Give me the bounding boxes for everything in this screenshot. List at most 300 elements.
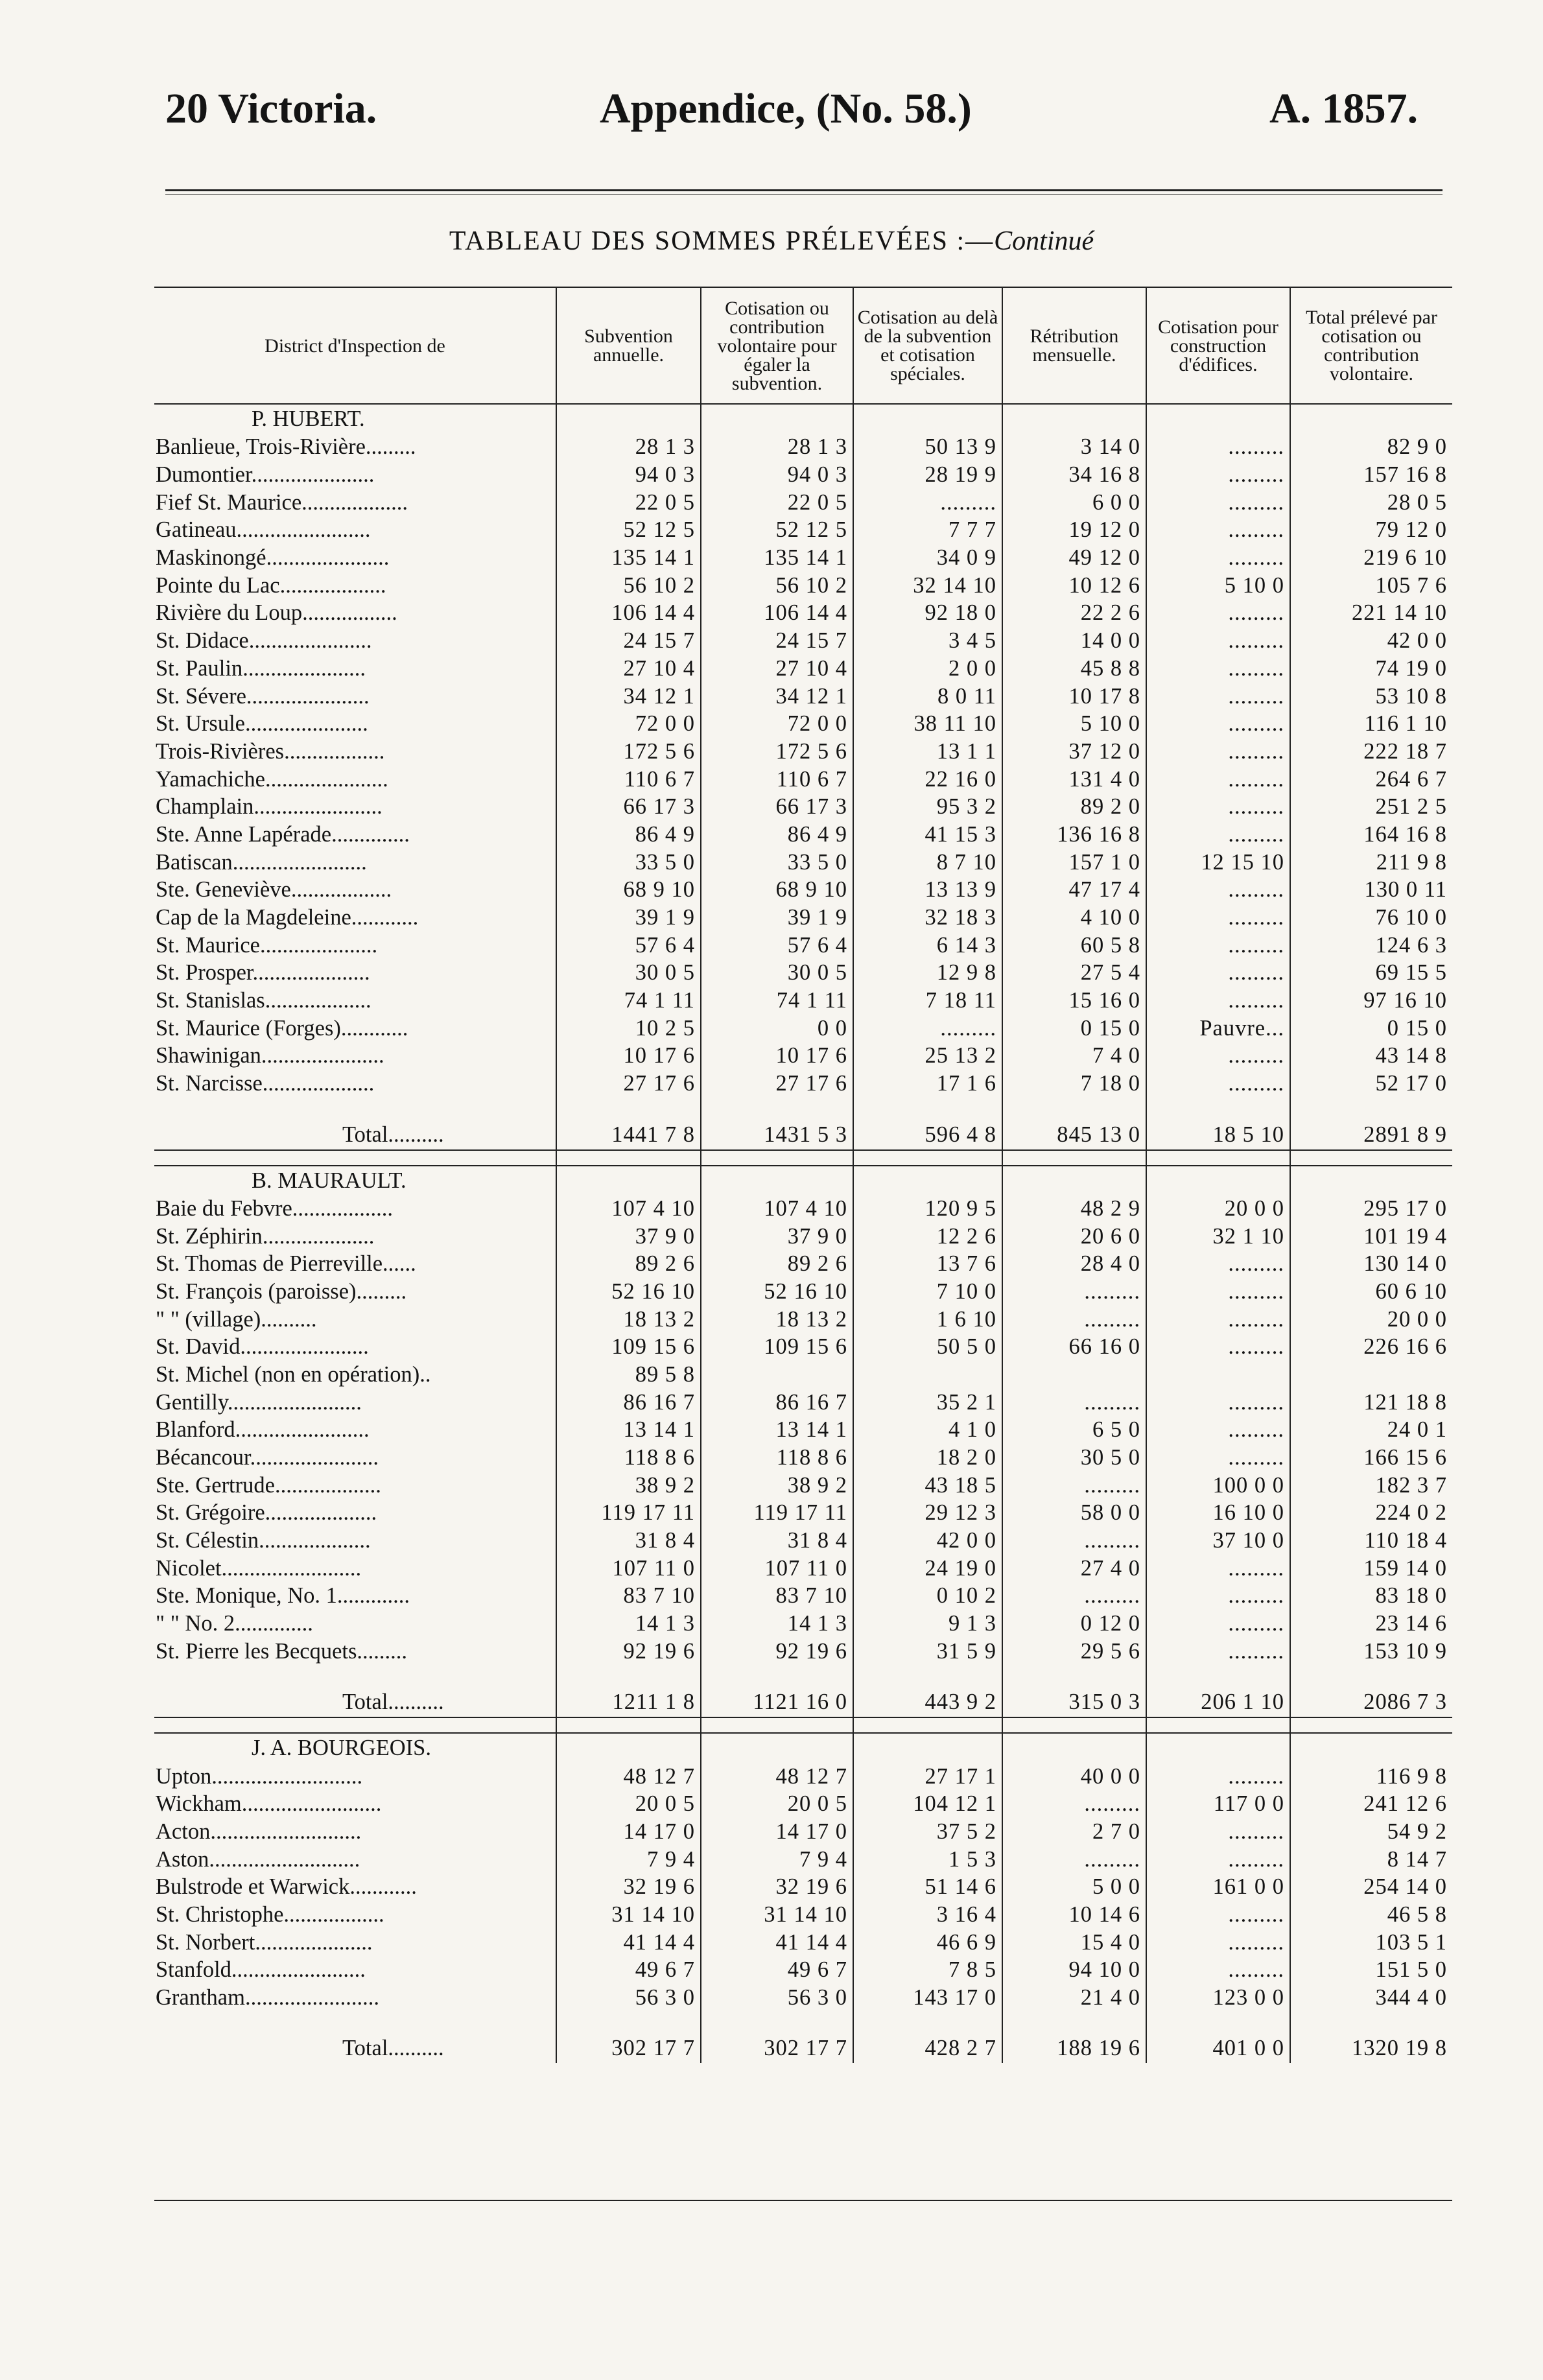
cell-c6: 79 12 0 <box>1290 516 1452 544</box>
cell-c5: ......... <box>1146 987 1290 1015</box>
cell-c1: 27 17 6 <box>556 1070 701 1098</box>
table-row <box>154 461 1452 489</box>
cell-c2: 86 16 7 <box>701 1388 853 1416</box>
cell-c2: 109 15 6 <box>701 1333 853 1361</box>
cell-c4: 15 4 0 <box>1002 1928 1146 1956</box>
empty-cell <box>556 1665 701 1687</box>
cell-c3: 6 14 3 <box>853 931 1002 959</box>
cell-c5: 5 10 0 <box>1146 571 1290 599</box>
table-row <box>154 1582 1452 1610</box>
cell-c1: 30 0 5 <box>556 959 701 987</box>
cell-c4: 94 10 0 <box>1002 1956 1146 1984</box>
cell-c1: 107 4 10 <box>556 1195 701 1223</box>
cell-c4: 60 5 8 <box>1002 931 1146 959</box>
col-cotisation-volontaire: Cotisation ou contribution volontaire pour égaler la subvention. <box>701 287 853 404</box>
empty-cell <box>1290 1665 1452 1687</box>
cell-c3: 29 12 3 <box>853 1499 1002 1527</box>
cell-c3: 31 5 9 <box>853 1638 1002 1666</box>
cell-c1: 10 2 5 <box>556 1014 701 1042</box>
empty-cell <box>1146 404 1290 433</box>
cell-c2: 89 2 6 <box>701 1250 853 1278</box>
cell-c4: 47 17 4 <box>1002 876 1146 904</box>
district-name: Gentilly........................ <box>156 1389 362 1415</box>
cell-c6: 83 18 0 <box>1290 1582 1452 1610</box>
cell-c4: ......... <box>1002 1790 1146 1818</box>
cell-c6: 241 12 6 <box>1290 1790 1452 1818</box>
cell-c4: 37 12 0 <box>1002 738 1146 766</box>
cell-c2: 7 9 4 <box>701 1845 853 1873</box>
cell-c4: 7 4 0 <box>1002 1042 1146 1070</box>
cell-c1: 41 14 4 <box>556 1928 701 1956</box>
cell-c6: 130 0 11 <box>1290 876 1452 904</box>
inspector-name: J. A. BOURGEOIS. <box>154 1733 556 1762</box>
empty-cell <box>1146 1098 1290 1120</box>
cell-c2: 106 14 4 <box>701 599 853 627</box>
cell-c5: ......... <box>1146 1333 1290 1361</box>
cell-c3: 7 18 11 <box>853 987 1002 1015</box>
cell-c1: 28 1 3 <box>556 433 701 461</box>
table-row <box>154 516 1452 544</box>
cell-c2: 68 9 10 <box>701 876 853 904</box>
cell-c4: 22 2 6 <box>1002 599 1146 627</box>
cell-c3: 13 7 6 <box>853 1250 1002 1278</box>
empty-cell <box>1002 1098 1146 1120</box>
cell-c3: 7 10 0 <box>853 1278 1002 1306</box>
cell-c1: 57 6 4 <box>556 931 701 959</box>
empty-cell <box>1002 1717 1146 1733</box>
cell-c5: ......... <box>1146 793 1290 821</box>
empty-cell <box>1002 2011 1146 2033</box>
cell-c1: 13 14 1 <box>556 1416 701 1444</box>
cell-c6: 344 4 0 <box>1290 1984 1452 2012</box>
empty-cell <box>556 404 701 433</box>
cell-c5: ......... <box>1146 1762 1290 1790</box>
cell-c5: 12 15 10 <box>1146 848 1290 876</box>
table-title <box>0 226 1543 257</box>
cell-c4: 30 5 0 <box>1002 1444 1146 1472</box>
cell-c3: 22 16 0 <box>853 765 1002 793</box>
header-rule-1 <box>165 189 1443 191</box>
district-name: Bécancour....................... <box>156 1445 379 1470</box>
cell-c2: 27 10 4 <box>701 655 853 683</box>
empty-cell <box>853 1665 1002 1687</box>
col-retribution: Rétribution mensuelle. <box>1002 287 1146 404</box>
cell-c2: 30 0 5 <box>701 959 853 987</box>
cell-c5: 32 1 10 <box>1146 1222 1290 1250</box>
cell-c6: 251 2 5 <box>1290 793 1452 821</box>
cell-c1: 52 12 5 <box>556 516 701 544</box>
cell-c3: 51 14 6 <box>853 1873 1002 1901</box>
cell-c1: 74 1 11 <box>556 987 701 1015</box>
district-name: St. Stanislas................... <box>156 988 371 1013</box>
district-name: Ste. Monique, No. 1............. <box>156 1583 410 1608</box>
cell-c1: 66 17 3 <box>556 793 701 821</box>
table-row <box>154 987 1452 1015</box>
cell-c5: ......... <box>1146 1416 1290 1444</box>
cell-c6: 42 0 0 <box>1290 627 1452 655</box>
table-row <box>154 1845 1452 1873</box>
empty-cell <box>154 2011 556 2033</box>
cell-c3: 0 10 2 <box>853 1582 1002 1610</box>
district-name: Blanford........................ <box>156 1417 370 1443</box>
table-row <box>154 488 1452 516</box>
cell-c4: ......... <box>1002 1527 1146 1555</box>
cell-c3: ......... <box>853 1014 1002 1042</box>
cell-c4: 58 0 0 <box>1002 1499 1146 1527</box>
cell-c6: 46 5 8 <box>1290 1901 1452 1929</box>
district-name: St. Paulin...................... <box>156 655 366 681</box>
empty-cell <box>1146 1717 1290 1733</box>
cell-c5: ......... <box>1146 1070 1290 1098</box>
cell-c4: 28 4 0 <box>1002 1250 1146 1278</box>
total-label: Total.......... <box>342 1690 444 1715</box>
table-row <box>154 1361 1452 1389</box>
cell-c2: 49 6 7 <box>701 1956 853 1984</box>
cell-c2: 31 8 4 <box>701 1527 853 1555</box>
empty-cell <box>556 1098 701 1120</box>
empty-cell <box>1290 1098 1452 1120</box>
table-row <box>154 1278 1452 1306</box>
cell-c6: 121 18 8 <box>1290 1388 1452 1416</box>
cell-c2: 28 1 3 <box>701 433 853 461</box>
cell-c1: 56 3 0 <box>556 1984 701 2012</box>
cell-c4: ......... <box>1002 1388 1146 1416</box>
cell-c2: 52 16 10 <box>701 1278 853 1306</box>
total-c1: 1211 1 8 <box>556 1687 701 1717</box>
cell-c5: ......... <box>1146 876 1290 904</box>
table-row <box>154 1014 1452 1042</box>
empty-cell <box>853 404 1002 433</box>
empty-cell <box>154 1717 556 1733</box>
cell-c6: 105 7 6 <box>1290 571 1452 599</box>
cell-c2: 14 17 0 <box>701 1818 853 1846</box>
empty-cell <box>556 1166 701 1195</box>
section-divider <box>154 1150 1452 1166</box>
cell-c5: ......... <box>1146 682 1290 710</box>
table-row <box>154 627 1452 655</box>
empty-cell <box>154 1665 556 1687</box>
cell-c3: 9 1 3 <box>853 1610 1002 1638</box>
cell-c3: 42 0 0 <box>853 1527 1002 1555</box>
cell-c6: 74 19 0 <box>1290 655 1452 683</box>
cell-c6: 164 16 8 <box>1290 821 1452 849</box>
empty-cell <box>154 1098 556 1120</box>
cell-c5: ......... <box>1146 931 1290 959</box>
cell-c1: 56 10 2 <box>556 571 701 599</box>
cell-c3: 12 9 8 <box>853 959 1002 987</box>
cell-c3: 28 19 9 <box>853 461 1002 489</box>
total-c2: 1121 16 0 <box>701 1687 853 1717</box>
cell-c6: 24 0 1 <box>1290 1416 1452 1444</box>
table-row <box>154 655 1452 683</box>
levies-table <box>154 287 1452 2063</box>
cell-c4: 10 14 6 <box>1002 1901 1146 1929</box>
cell-c6: 254 14 0 <box>1290 1873 1452 1901</box>
district-name: " " (village).......... <box>156 1306 317 1332</box>
cell-c2: 18 13 2 <box>701 1305 853 1333</box>
table-row <box>154 1554 1452 1582</box>
cell-c3: 43 18 5 <box>853 1471 1002 1499</box>
cell-c5: 16 10 0 <box>1146 1499 1290 1527</box>
total-row <box>154 1687 1452 1717</box>
cell-c6: 110 18 4 <box>1290 1527 1452 1555</box>
cell-c2: 27 17 6 <box>701 1070 853 1098</box>
cell-c5: ......... <box>1146 1582 1290 1610</box>
section-header <box>154 1733 1452 1762</box>
cell-c3: 24 19 0 <box>853 1554 1002 1582</box>
cell-c3: 17 1 6 <box>853 1070 1002 1098</box>
cell-c6: 53 10 8 <box>1290 682 1452 710</box>
empty-cell <box>853 2011 1002 2033</box>
section-header <box>154 404 1452 433</box>
cell-c4: ......... <box>1002 1278 1146 1306</box>
cell-c3: 95 3 2 <box>853 793 1002 821</box>
header-rule-2 <box>165 194 1443 195</box>
cell-c4: 3 14 0 <box>1002 433 1146 461</box>
table-row <box>154 931 1452 959</box>
cell-c3: 8 0 11 <box>853 682 1002 710</box>
cell-c1: 7 9 4 <box>556 1845 701 1873</box>
district-name: St. Célestin.................... <box>156 1528 371 1553</box>
cell-c1: 72 0 0 <box>556 710 701 738</box>
cell-c2: 24 15 7 <box>701 627 853 655</box>
empty-cell <box>701 1665 853 1687</box>
cell-c6: 219 6 10 <box>1290 544 1452 572</box>
cell-c4: 20 6 0 <box>1002 1222 1146 1250</box>
cell-c2: 31 14 10 <box>701 1901 853 1929</box>
table-row <box>154 571 1452 599</box>
cell-c2: 39 1 9 <box>701 904 853 932</box>
cell-c2: 14 1 3 <box>701 1610 853 1638</box>
district-name: Ste. Gertrude................... <box>156 1472 381 1498</box>
table-row <box>154 1388 1452 1416</box>
cell-c1: 33 5 0 <box>556 848 701 876</box>
cell-c6: 224 0 2 <box>1290 1499 1452 1527</box>
cell-c1: 20 0 5 <box>556 1790 701 1818</box>
cell-c4: 27 5 4 <box>1002 959 1146 987</box>
total-c1: 302 17 7 <box>556 2033 701 2063</box>
cell-c1: 106 14 4 <box>556 599 701 627</box>
cell-c6: 76 10 0 <box>1290 904 1452 932</box>
cell-c4: 6 0 0 <box>1002 488 1146 516</box>
cell-c5: 161 0 0 <box>1146 1873 1290 1901</box>
cell-c5: ......... <box>1146 433 1290 461</box>
table-bottom-rule <box>154 2200 1452 2201</box>
cell-c6: 69 15 5 <box>1290 959 1452 987</box>
table-row <box>154 433 1452 461</box>
cell-c2: 33 5 0 <box>701 848 853 876</box>
cell-c4: 136 16 8 <box>1002 821 1146 849</box>
table-row <box>154 1901 1452 1929</box>
cell-c1: 32 19 6 <box>556 1873 701 1901</box>
cell-c2: 110 6 7 <box>701 765 853 793</box>
cell-c1: 24 15 7 <box>556 627 701 655</box>
table-row <box>154 1527 1452 1555</box>
cell-c1: 37 9 0 <box>556 1222 701 1250</box>
table-row <box>154 1222 1452 1250</box>
table-header-row <box>154 287 1452 404</box>
district-name: St. Pierre les Becquets......... <box>156 1638 408 1664</box>
cell-c3: 38 11 10 <box>853 710 1002 738</box>
empty-cell <box>1290 1717 1452 1733</box>
cell-c2: 135 14 1 <box>701 544 853 572</box>
cell-c1: 14 17 0 <box>556 1818 701 1846</box>
cell-c3: 7 7 7 <box>853 516 1002 544</box>
cell-c4: ......... <box>1002 1845 1146 1873</box>
total-c6: 2891 8 9 <box>1290 1120 1452 1150</box>
cell-c1: 48 12 7 <box>556 1762 701 1790</box>
table-row <box>154 1956 1452 1984</box>
total-label: Total.......... <box>342 1122 444 1147</box>
cell-c4: 40 0 0 <box>1002 1762 1146 1790</box>
cell-c4: 2 7 0 <box>1002 1818 1146 1846</box>
total-c5: 401 0 0 <box>1146 2033 1290 2063</box>
cell-c4: 49 12 0 <box>1002 544 1146 572</box>
header-center: Appendice, (No. 58.) <box>600 85 972 132</box>
empty-cell <box>1146 1166 1290 1195</box>
cell-c3: 35 2 1 <box>853 1388 1002 1416</box>
cell-c6: 221 14 10 <box>1290 599 1452 627</box>
district-name: St. Thomas de Pierreville...... <box>156 1251 416 1277</box>
district-name: St. Maurice (Forges)............ <box>156 1015 408 1041</box>
table-row <box>154 710 1452 738</box>
empty-cell <box>1002 1733 1146 1762</box>
cell-c4: 89 2 0 <box>1002 793 1146 821</box>
cell-c2: 83 7 10 <box>701 1582 853 1610</box>
cell-c5: ......... <box>1146 1250 1290 1278</box>
cell-c3: 50 13 9 <box>853 433 1002 461</box>
district-name: St. François (paroisse)......... <box>156 1278 407 1304</box>
col-construction: Cotisation pour construction d'édifices. <box>1146 287 1290 404</box>
empty-cell <box>1002 1166 1146 1195</box>
cell-c5: ......... <box>1146 516 1290 544</box>
cell-c2: 38 9 2 <box>701 1471 853 1499</box>
cell-c3: 3 4 5 <box>853 627 1002 655</box>
empty-cell <box>853 1733 1002 1762</box>
district-name: Acton........................... <box>156 1819 362 1844</box>
cell-c5: ......... <box>1146 1042 1290 1070</box>
empty-cell <box>853 1098 1002 1120</box>
table-row <box>154 1818 1452 1846</box>
col-cotisation-speciale: Cotisation au delà de la subvention et cotisation spéciales. <box>853 287 1002 404</box>
cell-c4 <box>1002 1361 1146 1389</box>
cell-c3: 143 17 0 <box>853 1984 1002 2012</box>
district-name: Shawinigan...................... <box>156 1043 384 1068</box>
empty-cell <box>1146 2011 1290 2033</box>
table-row <box>154 848 1452 876</box>
cell-c4: 27 4 0 <box>1002 1554 1146 1582</box>
cell-c2: 41 14 4 <box>701 1928 853 1956</box>
cell-c2: 22 0 5 <box>701 488 853 516</box>
cell-c1: 68 9 10 <box>556 876 701 904</box>
table-row <box>154 599 1452 627</box>
district-name: St. Maurice..................... <box>156 932 378 958</box>
cell-c4: 19 12 0 <box>1002 516 1146 544</box>
cell-c4: 0 15 0 <box>1002 1014 1146 1042</box>
empty-cell <box>701 2011 853 2033</box>
cell-c4: 66 16 0 <box>1002 1333 1146 1361</box>
cell-c5: ......... <box>1146 959 1290 987</box>
header-right: A. 1857. <box>1269 85 1419 132</box>
cell-c4: 10 17 8 <box>1002 682 1146 710</box>
cell-c2: 32 19 6 <box>701 1873 853 1901</box>
table-row <box>154 821 1452 849</box>
cell-c6: 0 15 0 <box>1290 1014 1452 1042</box>
cell-c5: ......... <box>1146 821 1290 849</box>
cell-c2: 52 12 5 <box>701 516 853 544</box>
cell-c6: 153 10 9 <box>1290 1638 1452 1666</box>
cell-c6: 116 9 8 <box>1290 1762 1452 1790</box>
district-name: Nicolet......................... <box>156 1555 362 1581</box>
cell-c3: 8 7 10 <box>853 848 1002 876</box>
table-row <box>154 1873 1452 1901</box>
cell-c5: ......... <box>1146 655 1290 683</box>
total-c2: 1431 5 3 <box>701 1120 853 1150</box>
table-row <box>154 1928 1452 1956</box>
district-name: Fief St. Maurice................... <box>156 489 408 515</box>
table-row <box>154 1471 1452 1499</box>
district-name: Upton........................... <box>156 1763 363 1789</box>
empty-cell <box>1146 1150 1290 1166</box>
cell-c2: 37 9 0 <box>701 1222 853 1250</box>
table-row <box>154 1416 1452 1444</box>
cell-c3: 50 5 0 <box>853 1333 1002 1361</box>
cell-c2: 56 3 0 <box>701 1984 853 2012</box>
table-row <box>154 765 1452 793</box>
cell-c6: 28 0 5 <box>1290 488 1452 516</box>
total-c2: 302 17 7 <box>701 2033 853 2063</box>
cell-c3: 13 13 9 <box>853 876 1002 904</box>
empty-cell <box>701 1166 853 1195</box>
district-name: Dumontier...................... <box>156 462 375 488</box>
cell-c1: 110 6 7 <box>556 765 701 793</box>
district-name: Banlieue, Trois-Rivière......... <box>156 434 416 460</box>
total-c3: 443 9 2 <box>853 1687 1002 1717</box>
cell-c5: ......... <box>1146 1818 1290 1846</box>
cell-c4: 21 4 0 <box>1002 1984 1146 2012</box>
cell-c2 <box>701 1361 853 1389</box>
cell-c1: 89 5 8 <box>556 1361 701 1389</box>
cell-c5: ......... <box>1146 738 1290 766</box>
total-c6: 1320 19 8 <box>1290 2033 1452 2063</box>
page-header <box>0 84 1543 149</box>
cell-c6 <box>1290 1361 1452 1389</box>
district-name: Maskinongé...................... <box>156 545 390 571</box>
cell-c4: 157 1 0 <box>1002 848 1146 876</box>
cell-c1: 119 17 11 <box>556 1499 701 1527</box>
cell-c2: 20 0 5 <box>701 1790 853 1818</box>
cell-c1: 89 2 6 <box>556 1250 701 1278</box>
district-name: Wickham......................... <box>156 1791 382 1817</box>
district-name: Stanfold........................ <box>156 1957 366 1983</box>
district-name: St. Didace...................... <box>156 628 372 654</box>
cell-c1: 94 0 3 <box>556 461 701 489</box>
cell-c3: 3 16 4 <box>853 1901 1002 1929</box>
total-c1: 1441 7 8 <box>556 1120 701 1150</box>
cell-c5: 100 0 0 <box>1146 1471 1290 1499</box>
cell-c6: 101 19 4 <box>1290 1222 1452 1250</box>
cell-c3: 32 14 10 <box>853 571 1002 599</box>
cell-c1: 31 8 4 <box>556 1527 701 1555</box>
empty-cell <box>1290 1733 1452 1762</box>
empty-cell <box>1002 1150 1146 1166</box>
cell-c5: ......... <box>1146 627 1290 655</box>
cell-c2: 107 11 0 <box>701 1554 853 1582</box>
cell-c2: 10 17 6 <box>701 1042 853 1070</box>
total-c5: 18 5 10 <box>1146 1120 1290 1150</box>
cell-c5: ......... <box>1146 1388 1290 1416</box>
cell-c4: 48 2 9 <box>1002 1195 1146 1223</box>
